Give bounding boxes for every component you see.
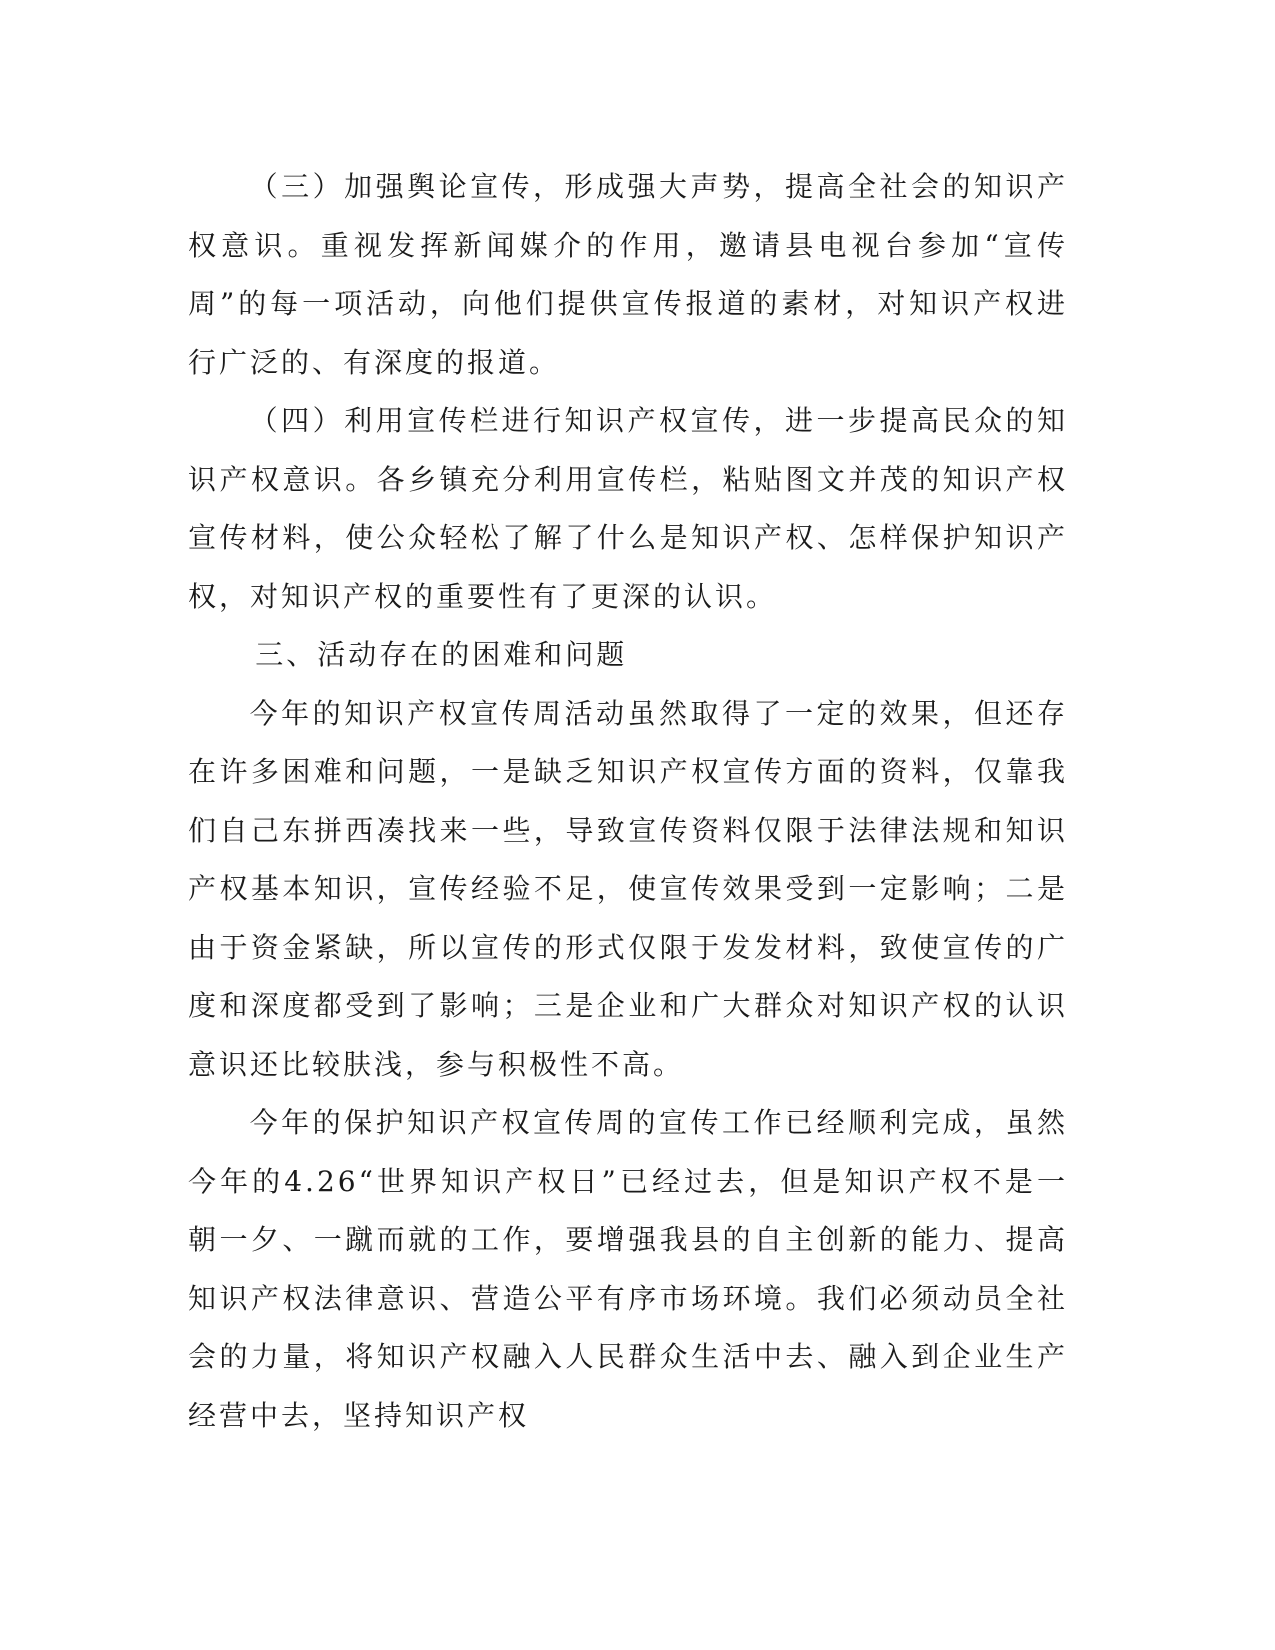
paragraph-conclusion: 今年的保护知识产权宣传周的宣传工作已经顺利完成，虽然今年的4.26“世界知识产权日”已经过去，但是知识产权不是一朝一夕、一蹴而就的工作，要增强我县的自主创新的能力、提高知识产权法律意识、营造公平有序市场环境。我们必须动员全社会的力量，将知识产权融入人民群众生活中去、融入到企业生产经营中去，坚持知识产权 [188,1106,1068,1432]
paragraph-bulletin-boards: （四）利用宣传栏进行知识产权宣传，进一步提高民众的知识产权意识。各乡镇充分利用宣传栏，粘贴图文并茂的知识产权宣传材料，使公众轻松了解了什么是知识产权、怎样保护知识产权，对知识产权的重要性有了更深的认识。 [188,404,1068,613]
paragraph-publicity-media: （三）加强舆论宣传，形成强大声势，提高全社会的知识产权意识。重视发挥新闻媒介的作用，邀请县电视台参加“宣传周”的每一项活动，向他们提供宣传报道的素材，对知识产权进行广泛的、有深度的报道。 [188,170,1068,379]
section-heading-difficulties: 三、活动存在的困难和问题 [255,638,628,671]
document-body [188,158,1068,1445]
paragraph-difficulties: 今年的知识产权宣传周活动虽然取得了一定的效果，但还存在许多困难和问题，一是缺乏知识产权宣传方面的资料，仅靠我们自己东拼西凑找来一些，导致宣传资料仅限于法律法规和知识产权基本知识，宣传经验不足，使宣传效果受到一定影响；二是由于资金紧缺，所以宣传的形式仅限于发发材料，致使宣传的广度和深度都受到了影响；三是企业和广大群众对知识产权的认识意识还比较肤浅，参与积极性不高。 [188,696,1068,1081]
